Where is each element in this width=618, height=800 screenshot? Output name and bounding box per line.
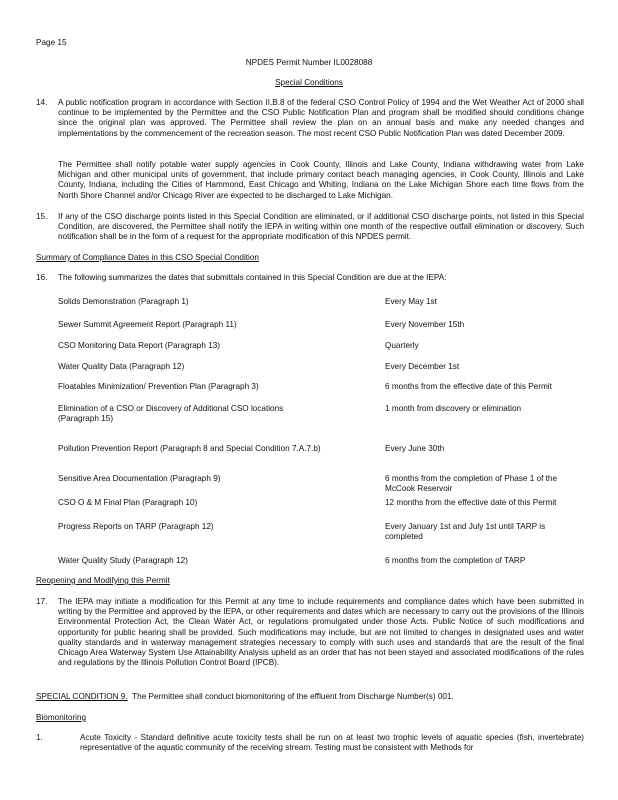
schedule-due: Every November 15th <box>385 320 465 329</box>
special-condition-text: The Permittee shall conduct biomonitoring of the effluent from Discharge Number(s) 001. <box>132 692 454 701</box>
schedule-item: CSO Monitoring Data Report (Paragraph 13) <box>58 341 221 350</box>
paragraph-text: The following summarizes the dates that submittals contained in this Special Condition are due at the IEPA: <box>58 273 447 282</box>
item-text: Acute Toxicity - Standard definitive acute toxicity tests shall be run on at least two trophic levels of aquatic species (fish, invertebrate) representative of the aquatic community of the receiving stream. Testing must be consistent with Methods for <box>80 733 584 753</box>
paragraph-16 <box>36 273 584 283</box>
schedule-due: 1 month from discovery or elimination <box>385 404 522 413</box>
reopening-heading: Reopening and Modifying this Permit <box>36 576 170 585</box>
schedule-due: 6 months from the completion of TARP <box>385 556 526 565</box>
paragraph-text: If any of the CSO discharge points listed in this Special Condition are eliminated, or if additional CSO discharge points, not listed in this Special Condition, are discovered, the Permittee shall notify the IEPA in writing within one month of the respective outfall elimination or discovery. Such notification shall be in the form of a request for the appropriate modification of this NPDES permit. <box>58 212 584 242</box>
paragraph-number: 14. <box>36 98 48 107</box>
schedule-due: 6 months from the effective date of this Permit <box>385 382 552 391</box>
section-title: Special Conditions <box>275 78 343 87</box>
schedule-due: Every May 1st <box>385 297 437 306</box>
biomonitoring-heading: Biomonitoring <box>36 713 87 722</box>
permit-number: NPDES Permit Number IL0028088 <box>245 58 373 67</box>
schedule-item: Water Quality Data (Paragraph 12) <box>58 362 185 371</box>
paragraph-text: A public notification program in accordance with Section II.B.8 of the federal CSO Control Policy of 1994 and the Wet Weather Act of 2000 shall continue to be implemented by the Permittee and the CSO Public Notification Plan and program shall be modified should conditions change since the original plan was approved. The Permittee shall review the plan on an annual basis and make any needed changes and implementations by the commencement of the recreation season. The most recent CSO Public Notification Plan was dated December 2009. <box>58 98 584 138</box>
schedule-due: 6 months from the completion of Phase 1 of the McCook Reservoir <box>385 474 558 494</box>
schedule-item: Progress Reports on TARP (Paragraph 12) <box>58 522 214 531</box>
paragraph-text: The IEPA may initiate a modification for this Permit at any time to include requirements and compliance dates which have been submitted in writing by the Permittee and approved by the IEPA, or other requirements and dates which are necessary to carry out the provisions of the Illinois Environmental Protection Act, the Clean Water Act, or regulations promulgated under those Acts. Public Notice of such modifications and opportunity for public hearing shall be provided. Such modifications may include, but are not limited to changes in designated uses and water quality standards and in waterway management strategies necessary to comply with such uses and standards that are the result of the final Chicago Area Waterway System Use Attainability Analysis upheld as an order that has not been stayed and associated modifications of the rules and regulations by the Illinois Pollution Control Board (IPCB). <box>58 597 584 668</box>
schedule-item: CSO O & M Final Plan (Paragraph 10) <box>58 498 198 507</box>
item-number: 1. <box>36 733 43 742</box>
schedule-item: Sensitive Area Documentation (Paragraph 9) <box>58 474 221 483</box>
schedule-item: Solids Demonstration (Paragraph 1) <box>58 297 189 306</box>
paragraph-14-continuation: The Permittee shall notify potable water supply agencies in Cook County, Illinois and Lake County, Indiana withdrawing water from Lake Michigan and other municipal units of government, that include primary contact beach managing agencies, in Cook County, Illinois and Lake County, Indiana, including the Cities of Hammond, East Chicago and Whiting, Indiana on the Lake Michigan Shore each time flows from the North Shore Channel and/or Chicago River are expected to be discharged to Lake Michigan. <box>58 160 584 200</box>
schedule-item: Pollution Prevention Report (Paragraph 8 and Special Condition 7.A.7.b) <box>58 444 321 453</box>
paragraph-15 <box>36 212 584 243</box>
paragraph-number: 17. <box>36 597 48 606</box>
page-number: Page 15 <box>36 38 67 47</box>
schedule-item: Sewer Summit Agreement Report (Paragraph 11) <box>58 320 237 329</box>
schedule-due: Quarterly <box>385 341 419 350</box>
paragraph-number: 16. <box>36 273 48 282</box>
summary-heading: Summary of Compliance Dates in this CSO Special Condition <box>36 253 259 262</box>
schedule-due: Every December 1st <box>385 362 460 371</box>
special-condition-label: SPECIAL CONDITION 9. <box>36 692 128 701</box>
schedule-due: 12 months from the effective date of this Permit <box>385 498 557 507</box>
special-condition-9 <box>36 692 584 702</box>
schedule-item: Water Quality Study (Paragraph 12) <box>58 556 188 565</box>
paragraph-14 <box>36 98 584 139</box>
schedule-item: Floatables Minimization/ Prevention Plan (Paragraph 3) <box>58 382 259 391</box>
biomonitoring-item <box>36 733 584 753</box>
schedule-due: Every January 1st and July 1st until TARP is completed <box>385 522 546 542</box>
paragraph-number: 15. <box>36 212 48 221</box>
schedule-item: Elimination of a CSO or Discovery of Additional CSO locations (Paragraph 15) <box>58 404 284 424</box>
paragraph-17 <box>36 597 584 668</box>
schedule-due: Every June 30th <box>385 444 445 453</box>
